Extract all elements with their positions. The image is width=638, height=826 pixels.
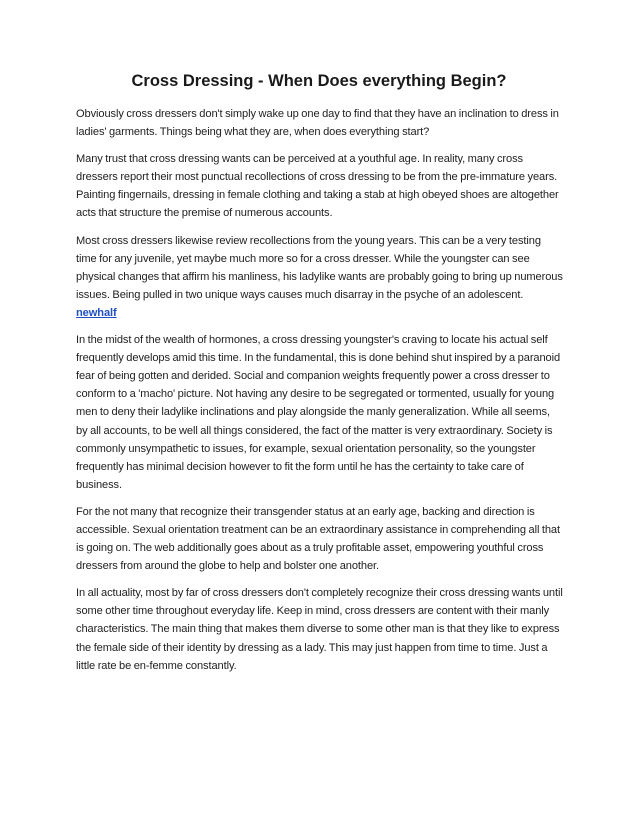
- article-body: [76, 105, 564, 675]
- paragraph-2: [76, 150, 564, 222]
- page-title: Cross Dressing - When Does everything Begin?: [131, 72, 507, 90]
- paragraph-3: [76, 232, 564, 322]
- paragraph-4-text: In the midst of the wealth of hormones, a cross dressing youngster's craving to locate his actual self frequently develops amid this time. In the fundamental, this is done behind shut inspired by a paranoid fear of being gotten and derided. Social and companion weights frequently power a cross dresser to conform to a 'macho' picture. Not having any desire to be segregated or tormented, usually for young men to deny their ladylike inclinations and play alongside the manly generalization. While all seems, by all accounts, to be well all things considered, the fact of the matter is very extraordinary. Society is commonly unsympathetic to issues, for example, sexual orientation personality, so the youngster frequently has minimal decision however to fit the form until he has the certainty to take care of business.: [76, 334, 561, 491]
- paragraph-1-text: Obviously cross dressers don't simply wake up one day to find that they have an inclination to dress in ladies' garments. Things being what they are, when does everything start?: [76, 108, 559, 139]
- paragraph-2-text: Many trust that cross dressing wants can be perceived at a youthful age. In reality, many cross dressers report their most punctual recollections of cross dressing to be from the pre-immature years. Painting fingernails, dressing in female clothing and taking a stab at high obeyed shoes are altogether acts that structure the premise of numerous accounts.: [76, 153, 559, 220]
- paragraph-6: [76, 584, 564, 674]
- paragraph-5: [76, 503, 564, 575]
- paragraph-6-text: In all actuality, most by far of cross dressers don't completely recognize their cross dressing wants until some other time throughout everyday life. Keep in mind, cross dressers are content with their manly characteristics. The main thing that makes them diverse to some other man is that they like to express the female side of their identity by dressing as a lady. This may just happen from time to time. Just a little rate be en-femme constantly.: [76, 587, 563, 672]
- paragraph-3-text: Most cross dressers likewise review recollections from the young years. This can be a very testing time for any juvenile, yet maybe much more so for a cross dresser. While the youngster can see physical changes that affirm his manliness, his ladylike wants are probably going to bring up numerous issues. Being pulled in two unique ways causes much disarray in the psyche of an adolescent.: [76, 234, 563, 301]
- newhalf-link[interactable]: newhalf: [76, 306, 117, 319]
- paragraph-5-text: For the not many that recognize their transgender status at an early age, backing and direction is accessible. Sexual orientation treatment can be an extraordinary assistance in comprehending all that is going on. The web additionally goes about as a truly profitable asset, empowering youthful cross dressers from around the globe to help and bolster one another.: [76, 505, 560, 573]
- paragraph-1: [76, 105, 564, 141]
- paragraph-4: [76, 331, 564, 494]
